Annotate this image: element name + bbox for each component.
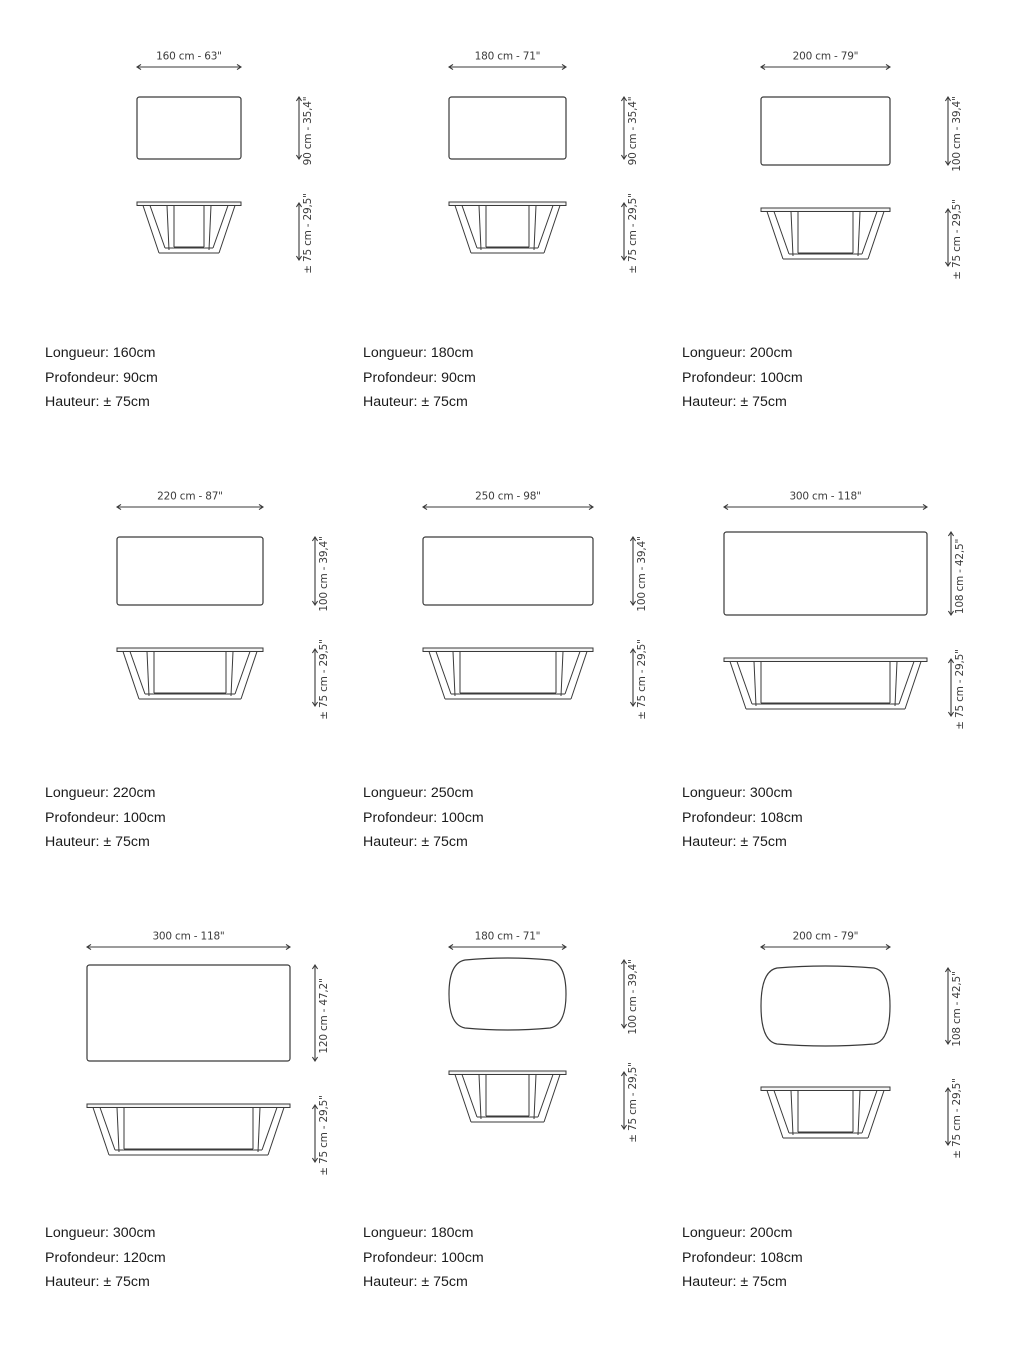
depth-dimension-label: 90 cm - 35,4" [627, 96, 639, 166]
height-dimension-label: ± 75 cm - 29,5" [951, 1078, 963, 1159]
table-variant-1 [0, 40, 320, 480]
table-top-edge [449, 1071, 566, 1075]
width-dimension-label: 180 cm - 71" [474, 50, 541, 63]
table-top-edge [761, 1087, 890, 1091]
table-top-edge [137, 202, 241, 206]
spec-depth: Profondeur: 100cm [363, 809, 484, 826]
depth-dimension-arrow [945, 97, 950, 165]
spec-list [45, 341, 345, 415]
height-dimension-label: ± 75 cm - 29,5" [954, 649, 966, 730]
depth-dimension-label: 100 cm - 39,4" [636, 536, 648, 612]
spec-depth: Profondeur: 100cm [363, 1249, 484, 1266]
table-drawing [0, 40, 320, 330]
spec-height: Hauteur: ± 75cm [45, 834, 150, 851]
table-top-edge [117, 648, 263, 652]
table-base [767, 1091, 884, 1139]
table-top-edge [724, 658, 927, 662]
table-drawing [318, 920, 638, 1210]
depth-dimension-arrow [312, 965, 317, 1061]
depth-dimension-label: 120 cm - 47,2" [318, 978, 330, 1054]
spec-height: Hauteur: ± 75cm [363, 394, 468, 411]
table-top-plan [449, 97, 566, 159]
height-dimension-arrow [621, 203, 626, 260]
width-dimension-label: 250 cm - 98" [475, 490, 541, 503]
spec-height: Hauteur: ± 75cm [363, 1274, 468, 1291]
spec-list [363, 341, 663, 415]
height-dimension-arrow [296, 203, 301, 260]
spec-depth: Profondeur: 90cm [45, 369, 158, 386]
width-dimension-arrow [117, 504, 263, 509]
table-variant-4 [0, 480, 330, 920]
table-top-plan [117, 537, 263, 605]
width-dimension-label: 180 cm - 71" [474, 930, 541, 943]
table-variant-9 [636, 920, 963, 1360]
table-top-edge [423, 648, 593, 652]
width-dimension-label: 300 cm - 118" [152, 930, 225, 943]
table-drawing [636, 480, 966, 770]
spec-depth: Profondeur: 100cm [45, 809, 166, 826]
spec-list [363, 781, 663, 855]
spec-list [45, 781, 345, 855]
depth-dimension-arrow [948, 532, 953, 615]
table-variant-2 [318, 40, 638, 480]
depth-dimension-label: 90 cm - 35,4" [302, 96, 314, 166]
table-variant-7 [0, 920, 330, 1360]
spec-height: Hauteur: ± 75cm [45, 1274, 150, 1291]
spec-length: Longueur: 180cm [363, 345, 474, 361]
spec-length: Longueur: 220cm [45, 785, 156, 801]
table-drawing [0, 920, 330, 1210]
spec-depth: Profondeur: 108cm [682, 809, 803, 826]
table-top-edge [87, 1104, 290, 1108]
depth-dimension-label: 108 cm - 42,5" [954, 538, 966, 615]
width-dimension-label: 220 cm - 87" [157, 490, 223, 503]
table-base [455, 1075, 560, 1123]
depth-dimension-arrow [630, 537, 635, 605]
dimension-drawing [0, 40, 320, 330]
depth-dimension-arrow [945, 968, 950, 1044]
table-top-plan [724, 532, 927, 615]
height-dimension-arrow [945, 209, 950, 266]
height-dimension-label: ± 75 cm - 29,5" [636, 639, 648, 720]
width-dimension-arrow [449, 944, 566, 949]
dimension-drawing [0, 480, 330, 770]
depth-dimension-arrow [312, 537, 317, 605]
height-dimension-label: ± 75 cm - 29,5" [627, 1062, 639, 1143]
height-dimension-label: ± 75 cm - 29,5" [318, 639, 330, 720]
width-dimension-arrow [724, 504, 927, 509]
height-dimension-label: ± 75 cm - 29,5" [951, 199, 963, 280]
table-base [730, 662, 921, 710]
width-dimension-arrow [87, 944, 290, 949]
table-variant-5 [318, 480, 648, 920]
spec-length: Longueur: 160cm [45, 345, 156, 361]
table-base [455, 206, 560, 254]
dimension-drawing [636, 920, 963, 1210]
spec-length: Longueur: 180cm [363, 1225, 474, 1241]
depth-dimension-arrow [621, 97, 626, 159]
width-dimension-arrow [761, 944, 890, 949]
width-dimension-arrow [761, 64, 890, 69]
table-top-plan [423, 537, 593, 605]
dimension-drawing [0, 920, 330, 1210]
table-drawing [0, 480, 330, 770]
depth-dimension-label: 100 cm - 39,4" [627, 959, 639, 1035]
height-dimension-arrow [630, 649, 635, 706]
depth-dimension-arrow [296, 97, 301, 159]
depth-dimension-arrow [621, 960, 626, 1028]
table-top-edge [761, 208, 890, 212]
spec-height: Hauteur: ± 75cm [363, 834, 468, 851]
table-top-plan [137, 97, 241, 159]
width-dimension-label: 300 cm - 118" [789, 490, 862, 503]
spec-length: Longueur: 200cm [682, 1225, 793, 1241]
table-variant-3 [636, 40, 963, 480]
spec-height: Hauteur: ± 75cm [682, 834, 787, 851]
width-dimension-label: 200 cm - 79" [792, 930, 859, 943]
spec-length: Longueur: 300cm [45, 1225, 156, 1241]
table-base [429, 652, 587, 700]
spec-list [682, 341, 982, 415]
height-dimension-label: ± 75 cm - 29,5" [318, 1095, 330, 1176]
height-dimension-label: ± 75 cm - 29,5" [302, 193, 314, 274]
spec-depth: Profondeur: 90cm [363, 369, 476, 386]
height-dimension-arrow [945, 1088, 950, 1145]
table-base [123, 652, 257, 700]
depth-dimension-label: 100 cm - 39,4" [318, 536, 330, 612]
dimension-drawing [318, 480, 648, 770]
table-variant-8 [318, 920, 638, 1360]
spec-length: Longueur: 300cm [682, 785, 793, 801]
dimension-drawing [318, 40, 638, 330]
table-top-plan [449, 958, 566, 1030]
depth-dimension-label: 108 cm - 42,5" [951, 971, 963, 1047]
width-dimension-arrow [423, 504, 593, 509]
width-dimension-arrow [449, 64, 566, 69]
spec-length: Longueur: 200cm [682, 345, 793, 361]
table-drawing [636, 40, 963, 330]
spec-list [682, 1221, 982, 1295]
table-top-plan [761, 966, 890, 1046]
width-dimension-label: 200 cm - 79" [792, 50, 859, 63]
table-drawing [318, 480, 648, 770]
table-base [93, 1108, 284, 1156]
width-dimension-label: 160 cm - 63" [156, 50, 222, 63]
spec-list [45, 1221, 345, 1295]
table-top-edge [449, 202, 566, 206]
depth-dimension-label: 100 cm - 39,4" [951, 96, 963, 172]
spec-length: Longueur: 250cm [363, 785, 474, 801]
height-dimension-arrow [312, 649, 317, 706]
height-dimension-label: ± 75 cm - 29,5" [627, 193, 639, 274]
table-drawing [636, 920, 963, 1210]
spec-depth: Profondeur: 120cm [45, 1249, 166, 1266]
dimension-drawing [318, 920, 638, 1210]
spec-height: Hauteur: ± 75cm [45, 394, 150, 411]
table-base [767, 212, 884, 260]
table-variant-6 [636, 480, 966, 920]
table-top-plan [761, 97, 890, 165]
spec-height: Hauteur: ± 75cm [682, 1274, 787, 1291]
spec-list [363, 1221, 663, 1295]
height-dimension-arrow [621, 1072, 626, 1129]
spec-depth: Profondeur: 108cm [682, 1249, 803, 1266]
width-dimension-arrow [137, 64, 241, 69]
dimension-drawing [636, 40, 963, 330]
table-base [143, 206, 235, 254]
table-top-plan [87, 965, 290, 1061]
spec-depth: Profondeur: 100cm [682, 369, 803, 386]
spec-list [682, 781, 982, 855]
table-drawing [318, 40, 638, 330]
height-dimension-arrow [948, 659, 953, 716]
dimension-drawing [636, 480, 966, 770]
spec-height: Hauteur: ± 75cm [682, 394, 787, 411]
height-dimension-arrow [312, 1105, 317, 1162]
